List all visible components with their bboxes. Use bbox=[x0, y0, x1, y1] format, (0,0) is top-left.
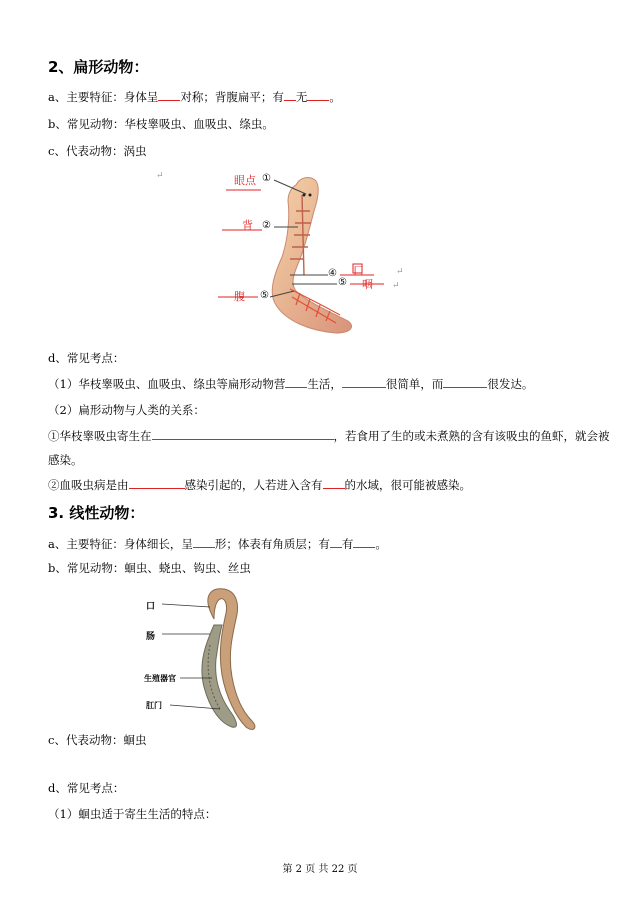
text: ①华枝睾吸虫寄生在 bbox=[48, 429, 152, 443]
section3-line-b: b、常见动物：蛔虫、蛲虫、钩虫、丝虫 bbox=[48, 561, 251, 575]
section2-c1 bbox=[48, 428, 610, 444]
text: 无 bbox=[295, 90, 308, 104]
section2-c1-line2: 感染。 bbox=[48, 453, 83, 467]
blank bbox=[323, 478, 345, 489]
blank bbox=[284, 90, 296, 101]
section3-line-c: c、代表动物：蛔虫 bbox=[48, 733, 147, 747]
planarian-diagram bbox=[150, 165, 410, 345]
blank bbox=[158, 90, 180, 101]
num-5: ⑤ bbox=[338, 277, 347, 288]
label-pharynx: 咽 bbox=[362, 278, 373, 291]
section2-line-c: c、代表动物：涡虫 bbox=[48, 144, 147, 158]
section2-line-b: b、常见动物：华枝睾吸虫、血吸虫、绦虫。 bbox=[48, 117, 274, 131]
blank bbox=[285, 377, 307, 388]
return-mark: ↵ bbox=[392, 281, 400, 291]
label-back: 背 bbox=[242, 219, 253, 232]
label-repro: 生殖器官 bbox=[144, 673, 176, 683]
text: 。 bbox=[375, 537, 387, 551]
blank bbox=[129, 478, 185, 489]
label-mouth: 口 bbox=[353, 264, 364, 277]
blank bbox=[193, 537, 215, 548]
section3-line-d: d、常见考点： bbox=[48, 781, 125, 795]
label-intestine: 肠 bbox=[146, 632, 156, 642]
return-mark: ↵ bbox=[396, 267, 404, 277]
text: 有 bbox=[341, 537, 354, 551]
text: 对称；背腹扁平；有 bbox=[180, 90, 284, 104]
text: 生活， bbox=[307, 377, 342, 391]
planarian-illustration bbox=[150, 165, 410, 345]
text: 形；体表有角质层；有 bbox=[214, 537, 330, 551]
blank bbox=[443, 377, 487, 388]
text: 的水域，很可能被感染。 bbox=[344, 478, 471, 492]
text: （1）华枝睾吸虫、血吸虫、绦虫等扁形动物营 bbox=[48, 377, 286, 391]
blank bbox=[307, 90, 329, 101]
roundworm-diagram bbox=[140, 585, 280, 735]
num-1: ① bbox=[262, 173, 271, 184]
section3-line-a bbox=[48, 536, 387, 552]
num-4: ④ bbox=[328, 268, 337, 279]
text: ②血吸虫病是由 bbox=[48, 478, 129, 492]
roundworm-illustration bbox=[140, 585, 280, 735]
blank bbox=[330, 537, 342, 548]
page-footer: 第 2 页 共 22 页 bbox=[282, 864, 358, 875]
label-eyespot: 眼点 bbox=[234, 174, 256, 187]
return-mark: ↵ bbox=[156, 171, 164, 181]
section2-title: 2、扁形动物： bbox=[48, 58, 149, 76]
blank bbox=[342, 377, 386, 388]
text: a、主要特征：身体细长，呈 bbox=[48, 537, 193, 551]
text: 。 bbox=[329, 90, 341, 104]
label-mouth: 口 bbox=[146, 602, 156, 612]
blank bbox=[353, 537, 375, 548]
section2-line-a bbox=[48, 89, 341, 105]
text: 感染引起的，人若进入含有 bbox=[184, 478, 323, 492]
blank bbox=[152, 429, 334, 440]
section2-c2 bbox=[48, 477, 471, 493]
label-belly: 腹 bbox=[234, 290, 245, 303]
text: 很简单，而 bbox=[385, 377, 444, 391]
label-anus: 肛门 bbox=[146, 700, 162, 710]
section3-title: 3. 线性动物： bbox=[48, 504, 145, 522]
section3-d1: （1）蛔虫适于寄生生活的特点： bbox=[48, 807, 217, 821]
num-2: ② bbox=[262, 220, 271, 231]
section2-line-d: d、常见考点： bbox=[48, 351, 125, 365]
section2-d2: （2）扁形动物与人类的关系： bbox=[48, 403, 205, 417]
text: ，若食用了生的或未煮熟的含有该吸虫的鱼虾，就会被 bbox=[333, 429, 610, 443]
num-5b: ⑤ bbox=[260, 290, 269, 301]
section2-d1 bbox=[48, 376, 533, 392]
text: 很发达。 bbox=[487, 377, 534, 391]
text: a、主要特征：身体呈 bbox=[48, 90, 159, 104]
